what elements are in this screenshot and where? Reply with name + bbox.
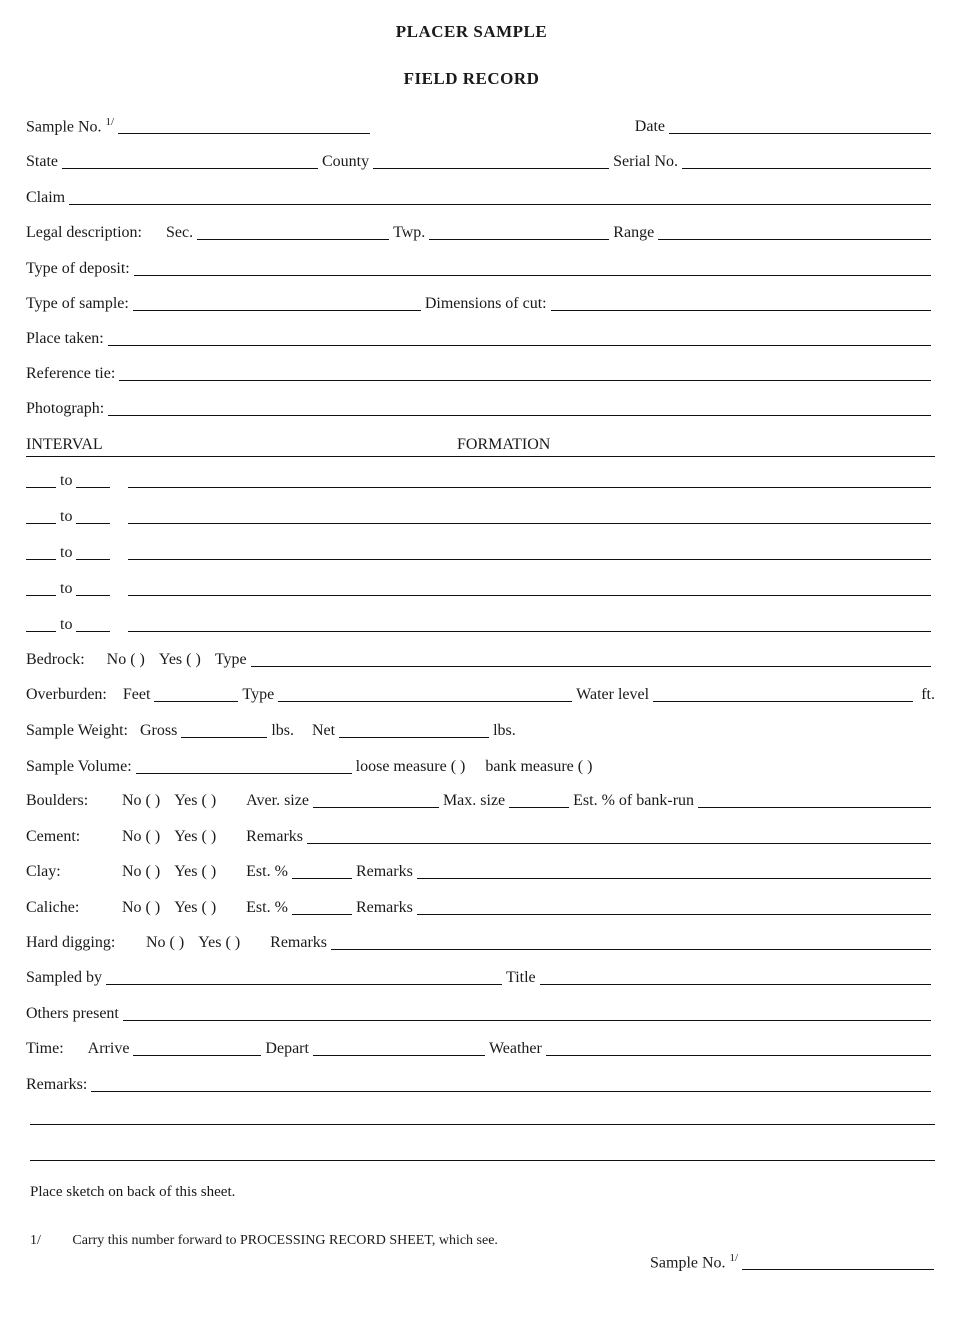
interval-to-label: to <box>60 544 73 561</box>
hard-digging-label: Hard digging: <box>26 934 116 951</box>
arrive-field[interactable] <box>133 1039 261 1056</box>
sec-label: Sec. <box>165 224 194 241</box>
caliche-remarks-field[interactable] <box>417 898 931 915</box>
remarks-line[interactable] <box>30 1160 935 1161</box>
hard-digging-remarks-label: Remarks <box>270 934 328 951</box>
clay-est-pct-field[interactable] <box>292 862 352 879</box>
footnote-mark: 1/ <box>30 1233 41 1248</box>
caliche-remarks-label: Remarks <box>355 899 413 916</box>
row-sample-no-bottom <box>650 1252 938 1274</box>
max-size-label: Max. size <box>442 792 506 809</box>
claim-field[interactable] <box>69 188 931 205</box>
sampled-by-field[interactable] <box>106 968 502 985</box>
row-time <box>26 1038 935 1060</box>
interval-from-field[interactable] <box>26 543 56 560</box>
caliche-est-pct-field[interactable] <box>292 898 352 915</box>
range-field[interactable] <box>658 223 931 240</box>
interval-from-field[interactable] <box>26 615 56 632</box>
sample-volume-label: Sample Volume: <box>26 758 132 775</box>
bedrock-yes-checkbox[interactable]: Yes ( ) <box>158 651 201 668</box>
legal-description-label: Legal description: <box>26 224 142 241</box>
interval-to-label: to <box>60 580 73 597</box>
loose-measure-checkbox[interactable]: loose measure ( ) <box>355 758 466 775</box>
row-cement <box>26 826 935 848</box>
sample-no-label: Sample No. $^{1/}$ <box>26 115 115 135</box>
boulders-no-checkbox[interactable]: No ( ) <box>122 792 161 809</box>
dimensions-of-cut-label: Dimensions of cut: <box>424 295 547 312</box>
serial-no-field[interactable] <box>682 152 931 169</box>
interval-to-field[interactable] <box>76 507 110 524</box>
interval-from-field[interactable] <box>26 507 56 524</box>
state-label: State <box>26 153 58 170</box>
interval-row <box>26 542 935 564</box>
est-bank-run-field[interactable] <box>698 791 931 808</box>
boulders-yes-checkbox[interactable]: Yes ( ) <box>174 792 217 809</box>
form-subtitle: FIELD RECORD <box>403 69 540 88</box>
place-taken-label: Place taken: <box>26 330 104 347</box>
net-weight-field[interactable] <box>339 721 489 738</box>
hard-digging-remarks-field[interactable] <box>331 933 931 950</box>
net-label: Net <box>311 722 336 739</box>
title-label: Title <box>506 969 536 986</box>
bedrock-type-label: Type <box>214 651 247 668</box>
row-clay <box>26 861 935 883</box>
reference-tie-field[interactable] <box>119 364 931 381</box>
arrive-label: Arrive <box>87 1040 130 1057</box>
caliche-yes-checkbox[interactable]: Yes ( ) <box>174 899 217 916</box>
claim-label: Claim <box>26 189 66 206</box>
bottom-sample-no-label: Sample No. $^{1/}$ <box>650 1251 739 1271</box>
remarks-field[interactable] <box>91 1075 931 1092</box>
sample-volume-field[interactable] <box>136 757 352 774</box>
type-of-deposit-label: Type of deposit: <box>26 260 130 277</box>
range-label: Range <box>613 224 655 241</box>
cement-remarks-label: Remarks <box>246 828 304 845</box>
others-present-label: Others present <box>26 1005 119 1022</box>
cement-label: Cement: <box>26 828 81 845</box>
interval-to-field[interactable] <box>76 615 110 632</box>
overburden-feet-label: Feet <box>122 686 151 703</box>
twp-field[interactable] <box>429 223 609 240</box>
twp-label: Twp. <box>393 224 426 241</box>
row-place-taken <box>26 328 935 350</box>
row-photograph <box>26 398 935 420</box>
row-reference-tie <box>26 363 935 385</box>
footnote <box>30 1233 498 1249</box>
formation-field[interactable] <box>128 615 931 632</box>
type-of-sample-label: Type of sample: <box>26 295 129 312</box>
weather-field[interactable] <box>546 1039 931 1056</box>
sample-weight-label: Sample Weight: <box>26 722 128 739</box>
depart-label: Depart <box>265 1040 309 1057</box>
cement-no-checkbox[interactable]: No ( ) <box>122 828 161 845</box>
aver-size-label: Aver. size <box>246 792 309 809</box>
est-bank-run-label: Est. % of bank-run <box>573 792 695 809</box>
bank-measure-checkbox[interactable]: bank measure ( ) <box>485 758 593 775</box>
interval-to-label: to <box>60 472 73 489</box>
formation-field[interactable] <box>128 507 931 524</box>
row-caliche <box>26 897 935 919</box>
water-level-field[interactable] <box>653 685 913 702</box>
place-taken-field[interactable] <box>108 329 931 346</box>
formation-field[interactable] <box>128 579 931 596</box>
type-of-sample-field[interactable] <box>133 294 421 311</box>
caliche-no-checkbox[interactable]: No ( ) <box>122 899 161 916</box>
bedrock-no-checkbox[interactable]: No ( ) <box>106 651 145 668</box>
date-field[interactable] <box>669 117 931 134</box>
others-present-field[interactable] <box>123 1004 931 1021</box>
photograph-field[interactable] <box>108 399 931 416</box>
title-field[interactable] <box>540 968 931 985</box>
water-level-unit: ft. <box>921 686 935 703</box>
cement-yes-checkbox[interactable]: Yes ( ) <box>174 828 217 845</box>
dimensions-of-cut-field[interactable] <box>551 294 931 311</box>
sec-field[interactable] <box>197 223 389 240</box>
overburden-label: Overburden: <box>26 686 107 703</box>
row-sampled-by <box>26 967 935 989</box>
hard-digging-yes-checkbox[interactable]: Yes ( ) <box>198 934 241 951</box>
serial-no-label: Serial No. <box>613 153 678 170</box>
gross-weight-field[interactable] <box>181 721 267 738</box>
reference-tie-label: Reference tie: <box>26 365 116 382</box>
interval-heading: INTERVAL <box>26 436 103 453</box>
clay-yes-checkbox[interactable]: Yes ( ) <box>174 863 217 880</box>
row-type-of-sample <box>26 293 935 315</box>
clay-est-pct-label: Est. % <box>246 863 288 880</box>
max-size-field[interactable] <box>509 791 569 808</box>
interval-row <box>26 614 935 636</box>
overburden-feet-field[interactable] <box>154 685 238 702</box>
formation-field[interactable] <box>128 543 931 560</box>
cement-remarks-field[interactable] <box>307 827 931 844</box>
row-claim <box>26 187 935 209</box>
form-title: PLACER SAMPLE <box>395 22 548 41</box>
interval-row <box>26 578 935 600</box>
bedrock-label: Bedrock: <box>26 651 85 668</box>
sketch-note: Place sketch on back of this sheet. <box>30 1184 236 1200</box>
hard-digging-no-checkbox[interactable]: No ( ) <box>146 934 185 951</box>
row-others-present <box>26 1003 935 1025</box>
weather-label: Weather <box>488 1040 542 1057</box>
caliche-est-pct-label: Est. % <box>246 899 288 916</box>
interval-to-label: to <box>60 616 73 633</box>
row-boulders <box>26 790 935 812</box>
interval-to-label: to <box>60 508 73 525</box>
interval-to-field[interactable] <box>76 471 110 488</box>
type-of-deposit-field[interactable] <box>134 259 931 276</box>
bedrock-type-field[interactable] <box>251 650 931 667</box>
interval-from-field[interactable] <box>26 471 56 488</box>
sampled-by-label: Sampled by <box>26 969 102 986</box>
gross-unit: lbs. <box>271 722 294 739</box>
county-field[interactable] <box>373 152 609 169</box>
sample-no-field[interactable] <box>118 117 370 134</box>
bottom-sample-no-field[interactable] <box>742 1253 934 1270</box>
county-label: County <box>322 153 370 170</box>
footnote-mark: 1/ <box>105 115 115 128</box>
row-remarks <box>26 1074 935 1096</box>
time-label: Time: <box>26 1040 64 1057</box>
interval-row <box>26 506 935 528</box>
formation-field[interactable] <box>128 471 931 488</box>
gross-label: Gross <box>139 722 178 739</box>
clay-remarks-label: Remarks <box>355 863 413 880</box>
row-overburden <box>26 684 935 706</box>
interval-from-field[interactable] <box>26 579 56 596</box>
row-sample-weight <box>26 720 935 742</box>
row-sample-date <box>26 116 935 138</box>
net-unit: lbs. <box>493 722 516 739</box>
aver-size-field[interactable] <box>313 791 439 808</box>
remarks-line[interactable] <box>30 1124 935 1125</box>
row-bedrock <box>26 649 935 671</box>
interval-to-field[interactable] <box>76 579 110 596</box>
clay-no-checkbox[interactable]: No ( ) <box>122 863 161 880</box>
interval-to-field[interactable] <box>76 543 110 560</box>
date-label: Date <box>634 118 665 135</box>
remarks-label: Remarks: <box>26 1076 88 1093</box>
interval-row <box>26 470 935 492</box>
row-type-of-deposit <box>26 258 935 280</box>
clay-label: Clay: <box>26 863 61 880</box>
boulders-label: Boulders: <box>26 792 89 809</box>
row-legal-description <box>26 222 935 244</box>
interval-formation-header <box>26 434 935 457</box>
depart-field[interactable] <box>313 1039 485 1056</box>
row-state-county-serial <box>26 151 935 173</box>
footnote-text: Carry this number forward to PROCESSING RECORD SHEET, which see. <box>72 1233 498 1248</box>
state-field[interactable] <box>62 152 318 169</box>
overburden-type-field[interactable] <box>278 685 572 702</box>
formation-heading: FORMATION <box>457 436 551 453</box>
caliche-label: Caliche: <box>26 899 80 916</box>
row-hard-digging <box>26 932 935 954</box>
overburden-type-label: Type <box>242 686 275 703</box>
row-sample-volume <box>26 756 935 778</box>
clay-remarks-field[interactable] <box>417 862 931 879</box>
photograph-label: Photograph: <box>26 400 105 417</box>
water-level-label: Water level <box>576 686 650 703</box>
